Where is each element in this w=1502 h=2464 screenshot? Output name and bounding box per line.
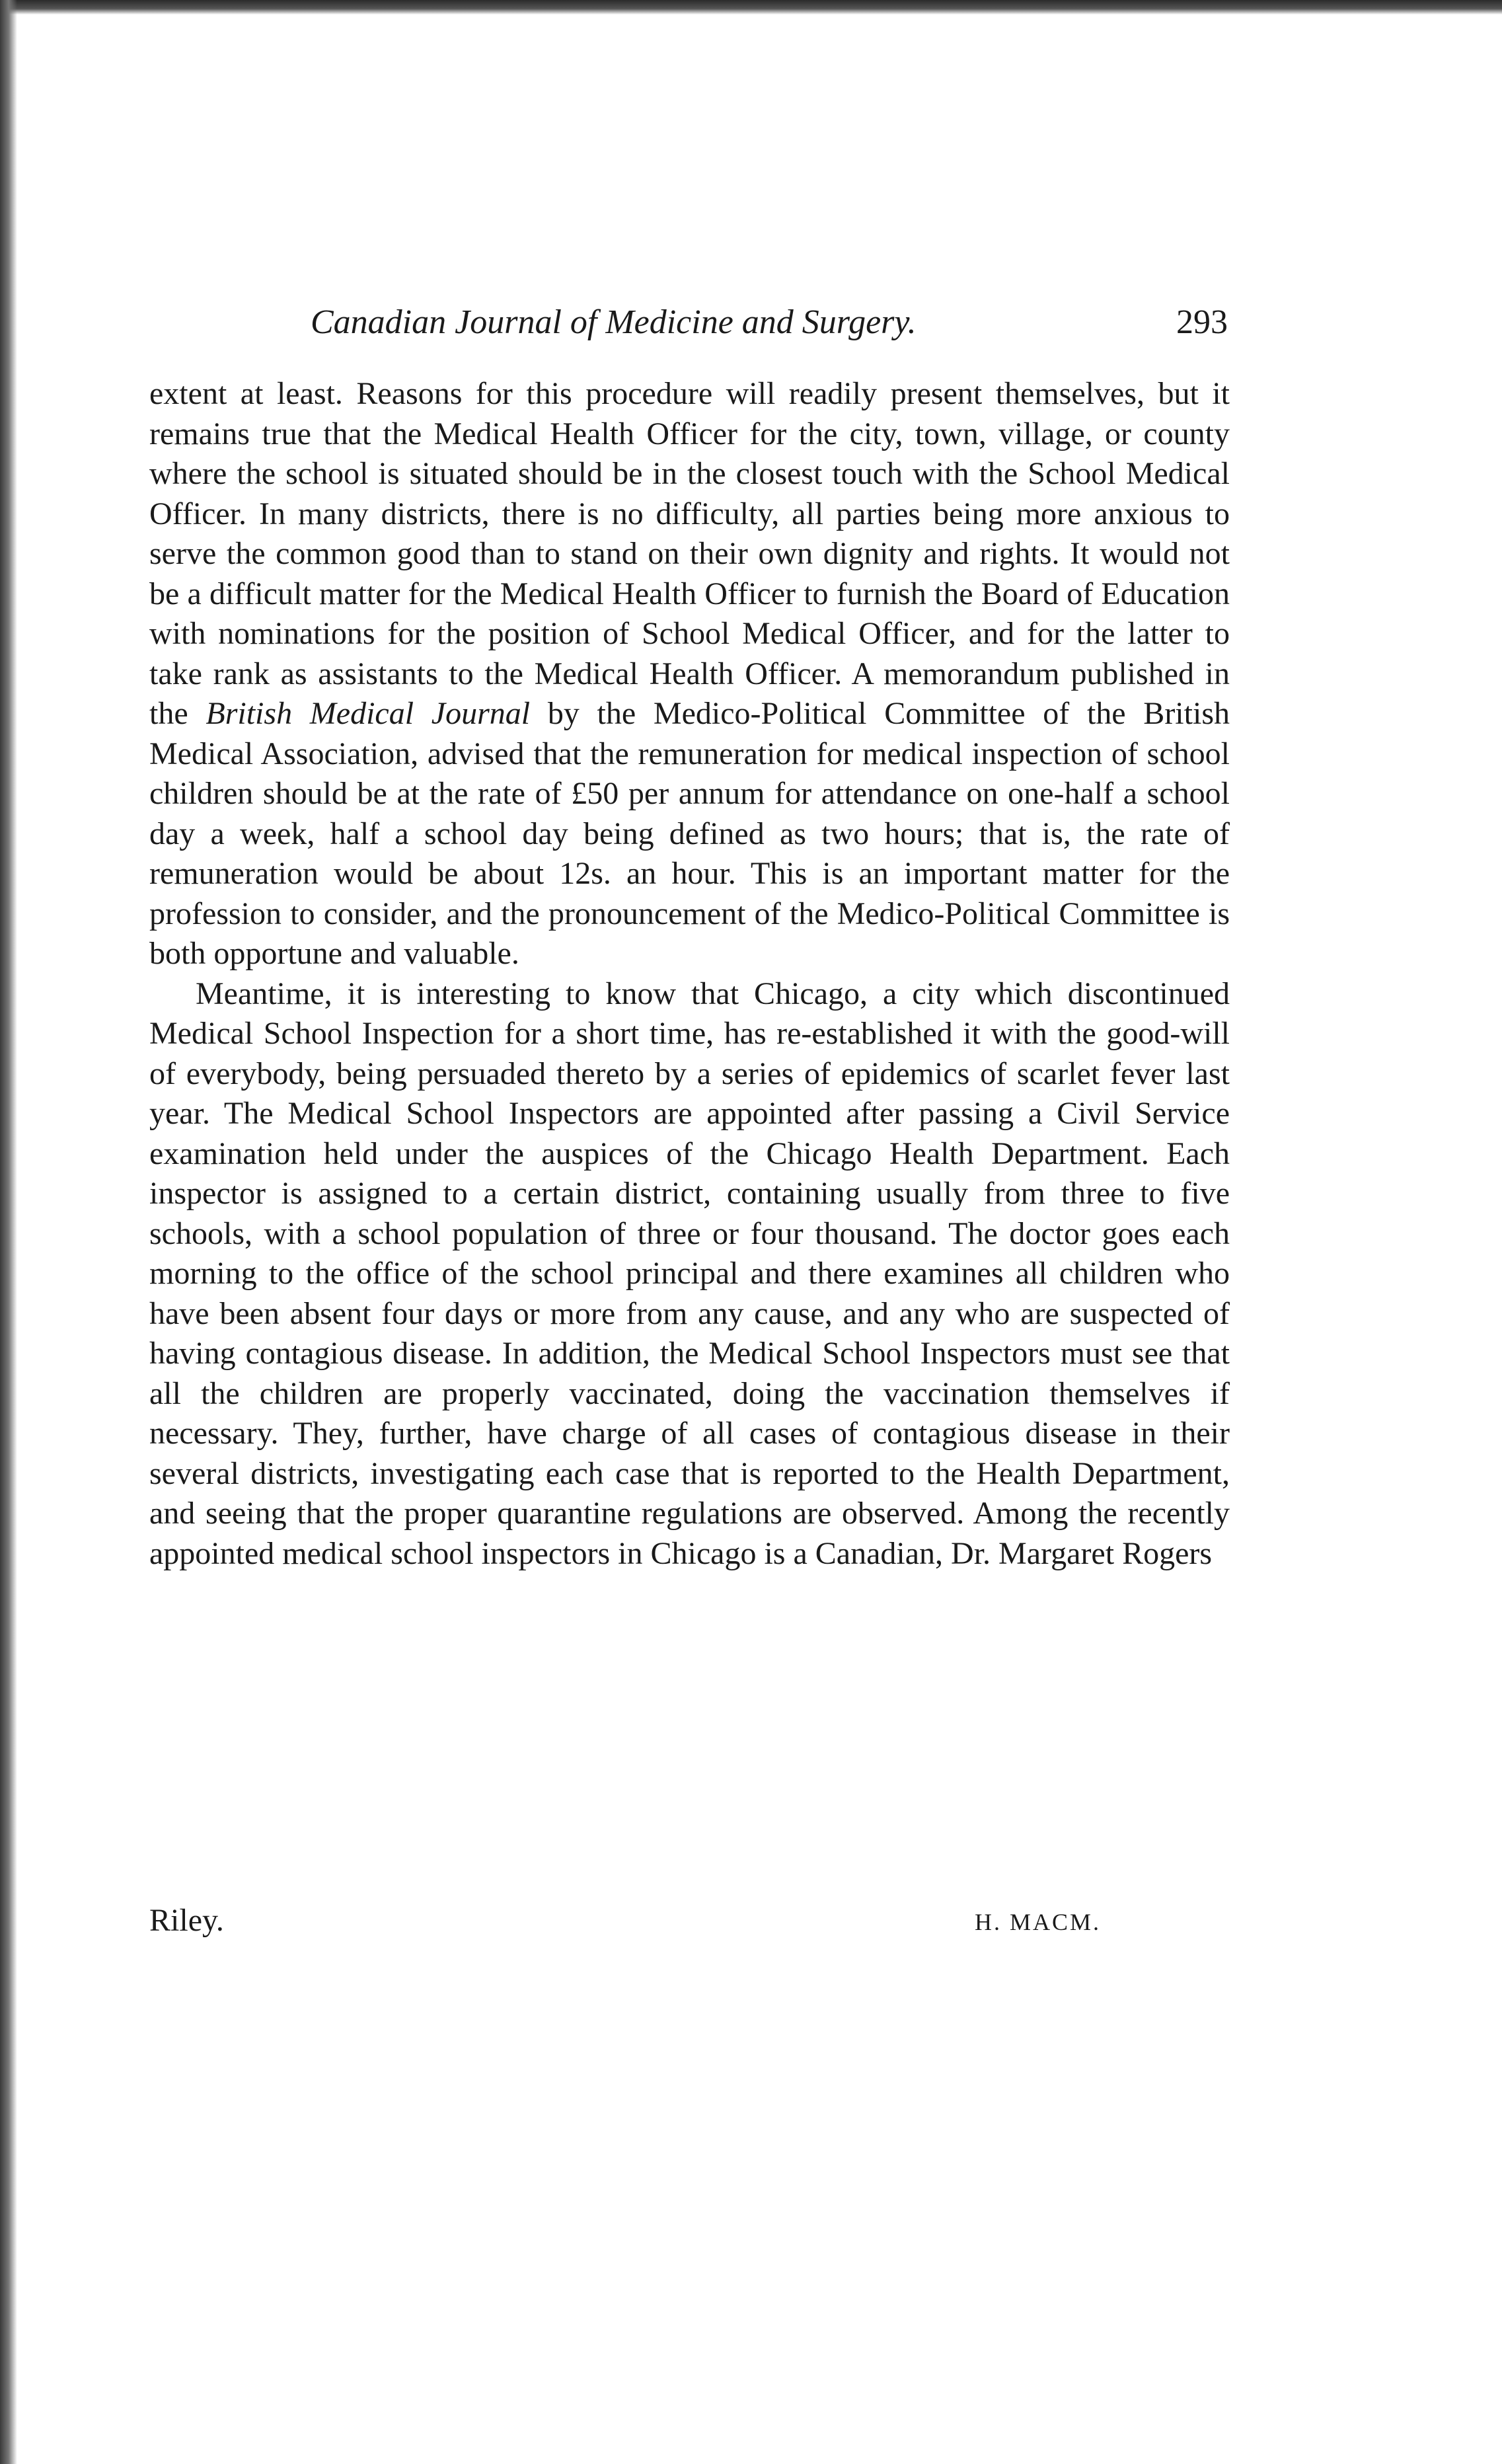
author-signature: H. MACM. [975,1909,1102,1935]
running-head-journal-title: Canadian Journal of Medicine and Surgery. [311,303,917,341]
paragraph-2: Meantime, it is interesting to know that Chicago, a city which discontinued Medical School Inspection for a short time, has re-established it with the good-will of everybody, being persuaded thereto by a series of epidemics of scarlet fever last year. The Medical School Inspectors are appointed after passing a Civil Service examination held under the auspices of the Chicago Health Department. Each inspector is assigned to a certain district, containing usually from three to five schools, with a school population of three or four thousand. The doctor goes each morning to the office of the school principal and there examines all children who have been absent four days or more from any cause, and any who are suspected of having contagious disease. In addition, the Medical School Inspectors must see that all the children are properly vaccinated, doing the vaccination themselves if necessary. They, further, have charge of all cases of contagious disease in their several districts, investigating each case that is reported to the Health Department, and seeing that the proper quarantine regulations are observed. Among the recently appointed medical school inspectors in Chicago is a Canadian, Dr. Margaret Rogers [149,976,1230,1571]
paragraph-1-text-a: extent at least. Reasons for this procedure will readily present themselves, but it remains true that the Medical Health Officer for the city, town, village, or county where the school is situated should be in the closest touch with the School Medical Officer. In many districts, there is no difficulty, all parties being more anxious to serve the common good than to stand on their own dignity and rights. It would not be a difficult matter for the Medical Health Officer to furnish the Board of Education with nominations for the position of School Medical Officer, and for the latter to take rank as assistants to the Medical Health Officer. A memorandum published in the [149,376,1230,731]
page-number: 293 [1176,303,1228,341]
scan-top-edge [0,0,1502,15]
paragraph-1-text-b: by the Medico-Political Committee of the British Medical Association, advised that the remuneration for medical inspection of school children should be at the rate of £50 per annum for attendance on one-half a school day a week, half a school day being defined as two hours; that is, the rate of remuneration would be about 12s. an hour. This is an important matter for the profession to consider, and the pronouncement of the Medico-Political Committee is both opportune and valuable. [149,696,1230,971]
journal-citation: British Medical Journal [206,696,531,731]
closing-line: Riley. [149,1903,224,1938]
article-body [149,374,1230,1574]
scan-left-edge [0,0,17,2464]
paragraph-1 [149,374,1230,974]
